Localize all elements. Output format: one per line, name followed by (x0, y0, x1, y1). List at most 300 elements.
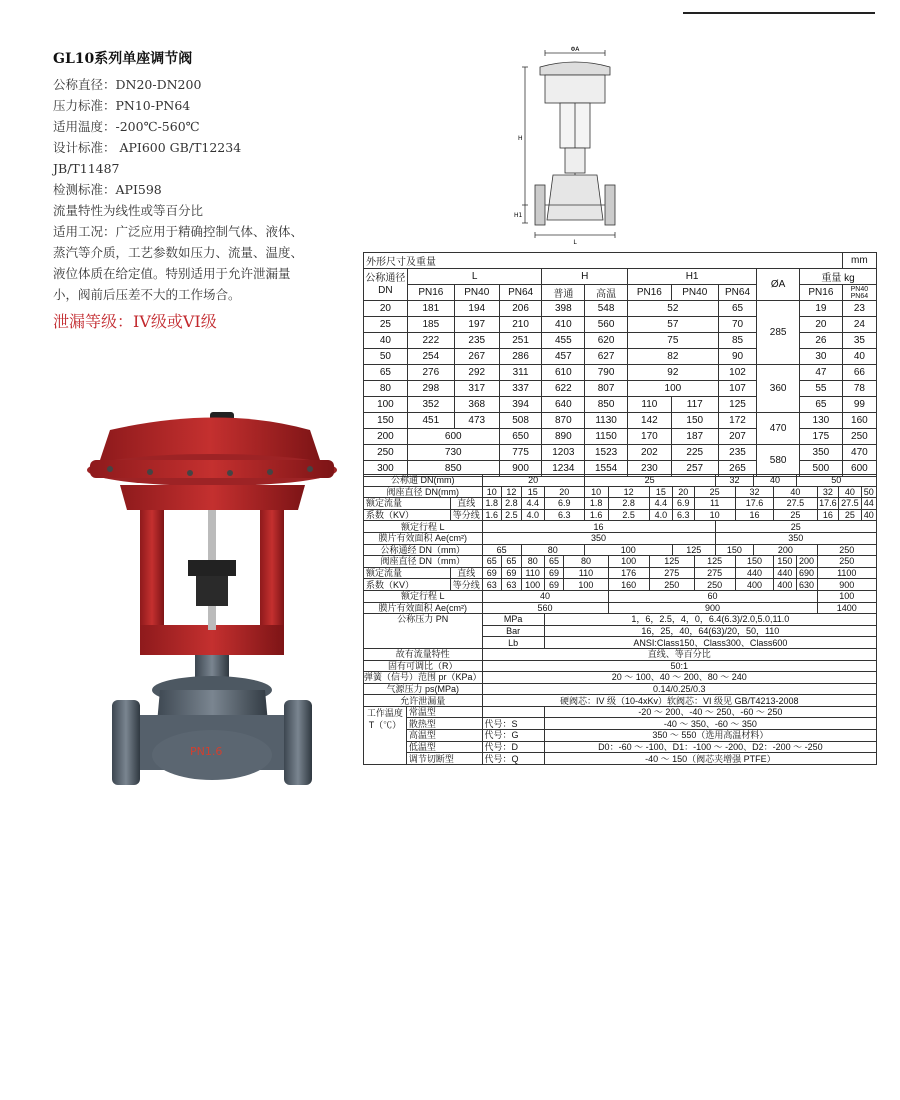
dims-row (364, 381, 877, 397)
flow-cell: 100 (521, 579, 544, 591)
dims-cell: 23 (842, 301, 876, 317)
flow-cell: 400 (735, 579, 774, 591)
flow-cell: 900 (817, 579, 876, 591)
flow-dn-cell: 20 (482, 475, 584, 487)
flow-cell: 40 (861, 509, 876, 521)
dims-cell: 66 (842, 365, 876, 381)
flow-cell: 63 (482, 579, 502, 591)
dims-cell: 75 (627, 333, 718, 349)
flow-cell: 17.6 (735, 498, 774, 510)
flow-area-cell: 350 (715, 532, 876, 544)
dims-cell: 807 (585, 381, 628, 397)
flow-cell: 250 (817, 556, 876, 568)
flow-char-value: 直线、等百分比 (482, 648, 876, 660)
flow-linear-label: 直线 (450, 567, 482, 579)
dims-cell: 850 (407, 461, 499, 477)
dims-cell-a: 360 (757, 365, 800, 413)
flow-temp-code (482, 706, 544, 718)
spec-design: 设计标准： API600 GB/T12234 (53, 140, 242, 155)
flow-temp-type: 低温型 (406, 741, 482, 753)
flow-dn2-cell: 100 (584, 544, 672, 556)
flow-cell: 125 (694, 556, 735, 568)
flow-temp-code: 代号：Q (482, 753, 544, 765)
flow-pn-value: 1，6，2.5，4，0，6.4(6.3)/2.0,5.0,11.0 (544, 614, 876, 626)
dims-cell: 640 (542, 397, 585, 413)
flow-cell: 6.9 (544, 498, 584, 510)
dims-row (364, 445, 877, 461)
dims-cell: 52 (627, 301, 718, 317)
flow-kv2-label: 额定流量 (364, 567, 451, 579)
flow-cell: 150 (735, 556, 774, 568)
dims-cell: 627 (585, 349, 628, 365)
flow-dn2-cell: 65 (482, 544, 521, 556)
dims-cell: 202 (627, 445, 671, 461)
dims-subheader: PN64 (850, 292, 869, 300)
flow-dn2-cell: 125 (672, 544, 715, 556)
dims-cell: 200 (364, 429, 408, 445)
dims-row (364, 301, 877, 317)
dims-cell-a: 580 (757, 445, 800, 477)
dims-cell: 775 (499, 445, 542, 461)
flow-cell: 11 (694, 498, 735, 510)
flow-temp-value: -40 ～ 150（阀芯夹增强 PTFE） (544, 753, 876, 765)
dims-cell: 451 (407, 413, 454, 429)
dims-cell: 311 (499, 365, 542, 381)
dims-cell: 1523 (585, 445, 628, 461)
flow-cell: 80 (564, 556, 608, 568)
dims-cell: 870 (542, 413, 585, 429)
flow-range-label: 固有可调比（R） (364, 660, 483, 672)
flow-temp-type: 常温型 (406, 706, 482, 718)
dims-cell: 292 (454, 365, 499, 381)
flow-cell: 630 (796, 579, 817, 591)
dims-cell: 99 (842, 397, 876, 413)
dims-cell: 170 (627, 429, 671, 445)
flow-cell: 1.8 (584, 498, 608, 510)
flow-cell: 440 (774, 567, 796, 579)
dims-cell: 222 (407, 333, 454, 349)
flow-cell: 4.0 (521, 509, 544, 521)
dims-subheader: PN16 (407, 285, 454, 301)
flow-cell: 69 (544, 567, 564, 579)
flow-cell: 32 (735, 486, 774, 498)
spec-design-2: JB/T11487 (53, 161, 120, 176)
dims-cell: 251 (499, 333, 542, 349)
flow-cell: 65 (482, 556, 502, 568)
spec-temperature: 适用温度：-200℃-560℃ (53, 119, 200, 134)
flow-kv-label: 额定流量 (364, 498, 451, 510)
flow-cell: 80 (521, 556, 544, 568)
dims-cell: 1554 (585, 461, 628, 477)
dims-cell: 850 (585, 397, 628, 413)
dims-cell: 900 (499, 461, 542, 477)
dims-cell: 1203 (542, 445, 585, 461)
dims-subheader: PN16 (627, 285, 671, 301)
spec-application: 适用工况：广泛应用于精确控制气体、液体、蒸汽等介质，工艺参数如压力、流量、温度、液位体质在给定值。特别适用于允许泄漏量小，阀前后压差不大的工作场合。 (53, 224, 304, 302)
dims-row (364, 333, 877, 349)
dims-subheader: 普通 (542, 285, 585, 301)
spec-diameter: 公称直径：DN20-DN200 (53, 77, 202, 92)
dims-cell: 70 (718, 317, 756, 333)
dims-row (364, 397, 877, 413)
flow-cell: 2.5 (608, 509, 649, 521)
flow-cell: 20 (672, 486, 694, 498)
flow-cell: 2.8 (608, 498, 649, 510)
flow-cell: 10 (482, 486, 502, 498)
flow-cell: 40 (839, 486, 861, 498)
top-rule (683, 12, 875, 14)
dims-cell: 235 (718, 445, 756, 461)
flow-travel2-cell: 60 (608, 590, 817, 602)
drawing-label-h1: H1 (514, 212, 523, 219)
dims-header-l: L (407, 269, 542, 285)
dims-cell: 24 (842, 317, 876, 333)
dims-cell: 470 (842, 445, 876, 461)
flow-pn-value: ANSI:Class150、Class300、Class600 (544, 637, 876, 649)
dims-cell: 250 (364, 445, 408, 461)
dimensions-table (363, 252, 877, 477)
dims-cell: 160 (842, 413, 876, 429)
dims-cell: 142 (627, 413, 671, 429)
flow-cell: 12 (608, 486, 649, 498)
flow-cell: 27.5 (839, 498, 861, 510)
dims-cell: 90 (718, 349, 756, 365)
flow-temp-code: 代号：D (482, 741, 544, 753)
flow-area2-label: 膜片有效面积 Ae(cm²) (364, 602, 483, 614)
flow-cell: 110 (521, 567, 544, 579)
dims-cell: 40 (364, 333, 408, 349)
flow-cell: 15 (521, 486, 544, 498)
flow-dn2-label: 公称通经 DN（mm） (364, 544, 483, 556)
flow-temp-value: 350 ～ 550（选用高温材料） (544, 730, 876, 742)
flow-pn-label: 公称压力 PN (364, 614, 483, 649)
flow-cell: 275 (649, 567, 694, 579)
flow-cell: 125 (649, 556, 694, 568)
dims-cell: 102 (718, 365, 756, 381)
dims-cell: 26 (800, 333, 843, 349)
flow-seat2-label: 阀座直径 DN（mm） (364, 556, 483, 568)
flow-temp-type: 调节切断型 (406, 753, 482, 765)
spec-characteristic: 流量特性为线性或等百分比 (53, 203, 204, 218)
flow-cell: 25 (694, 486, 735, 498)
flow-cell: 20 (544, 486, 584, 498)
flow-cell: 275 (694, 567, 735, 579)
flow-kv-label-2: 系数（KV） (364, 509, 451, 521)
dims-cell: 107 (718, 381, 756, 397)
flow-temp-code: 代号：S (482, 718, 544, 730)
flow-dn2-cell: 250 (817, 544, 876, 556)
dims-subheader: PN16 (800, 285, 843, 301)
dims-cell: 457 (542, 349, 585, 365)
flow-range-value: 50:1 (482, 660, 876, 672)
dims-cell: 890 (542, 429, 585, 445)
dims-cell: 78 (842, 381, 876, 397)
dims-cell: 125 (718, 397, 756, 413)
dims-cell: 600 (407, 429, 499, 445)
dims-cell: 352 (407, 397, 454, 413)
flow-temp-label: 工作温度 (366, 707, 403, 718)
flow-temp-type: 高温型 (406, 730, 482, 742)
flow-dn-cell: 25 (584, 475, 715, 487)
dims-cell: 19 (800, 301, 843, 317)
dims-header-h: H (542, 269, 628, 285)
dims-cell: 100 (627, 381, 718, 397)
flow-cell: 16 (735, 509, 774, 521)
flow-travel2-cell: 40 (482, 590, 608, 602)
dims-header-a: ØA (757, 269, 800, 301)
product-title: GL10系列单座调节阀 (53, 51, 193, 67)
dims-header-dn-code: DN (378, 284, 393, 296)
flow-dn2-cell: 80 (521, 544, 584, 556)
flow-cell: 110 (564, 567, 608, 579)
dims-cell: 65 (800, 397, 843, 413)
flow-char-label: 故有流量特性 (364, 648, 483, 660)
spec-pressure: 压力标准：PN10-PN64 (53, 98, 191, 113)
dims-cell: 250 (842, 429, 876, 445)
dims-cell: 254 (407, 349, 454, 365)
dims-cell: 207 (718, 429, 756, 445)
dims-cell: 1130 (585, 413, 628, 429)
flow-area2-cell: 560 (482, 602, 608, 614)
flow-travel2-cell: 100 (817, 590, 876, 602)
flow-cell: 176 (608, 567, 649, 579)
dims-cell: 265 (718, 461, 756, 477)
flow-cell: 1100 (817, 567, 876, 579)
flow-pn-unit: Lb (482, 637, 544, 649)
flow-travel-cell: 25 (715, 521, 876, 533)
flow-cell: 690 (796, 567, 817, 579)
dims-cell: 620 (585, 333, 628, 349)
dims-row (364, 365, 877, 381)
flow-cell: 4.0 (649, 509, 672, 521)
flow-cell: 15 (649, 486, 672, 498)
dims-cell: 267 (454, 349, 499, 365)
flow-kv2-label-2: 系数（KV） (364, 579, 451, 591)
dims-cell: 185 (407, 317, 454, 333)
flow-temp-value: -40 ～ 350、-60 ～ 350 (544, 718, 876, 730)
flow-leak-value: 硬阀芯：IV 级（10-4xKv）软阀芯：VI 级见 GB/T4213-2008 (482, 695, 876, 707)
flow-cell: 440 (735, 567, 774, 579)
flow-cell: 32 (817, 486, 839, 498)
flow-travel-label: 额定行程 L (364, 521, 483, 533)
dims-cell: 85 (718, 333, 756, 349)
flow-cell: 250 (649, 579, 694, 591)
flow-temp-type: 散热型 (406, 718, 482, 730)
flow-temp-value: -20 ～ 200、-40 ～ 250、-60 ～ 250 (544, 706, 876, 718)
flow-pn-value: 16，25，40，64(63)/20，50，110 (544, 625, 876, 637)
dims-cell: 57 (627, 317, 718, 333)
flow-cell: 150 (774, 556, 796, 568)
dims-cell: 110 (627, 397, 671, 413)
dims-cell: 82 (627, 349, 718, 365)
dims-cell: 610 (542, 365, 585, 381)
dims-cell: 197 (454, 317, 499, 333)
flow-dn2-cell: 200 (754, 544, 817, 556)
flow-dn2-cell: 150 (715, 544, 754, 556)
flow-travel2-label: 额定行程 L (364, 590, 483, 602)
dims-cell: 650 (499, 429, 542, 445)
dims-subheader: PN64 (499, 285, 542, 301)
flow-cell: 6.3 (544, 509, 584, 521)
dims-subheader: PN40 (671, 285, 718, 301)
flow-cell: 100 (608, 556, 649, 568)
dims-cell: 257 (671, 461, 718, 477)
flow-dn-label: 公称通 DN(mm) (364, 475, 483, 487)
flow-temp-code: 代号：G (482, 730, 544, 742)
flow-cell: 250 (694, 579, 735, 591)
dims-cell: 500 (800, 461, 843, 477)
flow-cell: 4.4 (649, 498, 672, 510)
flow-cell: 63 (502, 579, 522, 591)
dims-cell: 181 (407, 301, 454, 317)
flow-leak-label: 允许泄漏量 (364, 695, 483, 707)
flow-cell: 25 (839, 509, 861, 521)
dims-cell: 548 (585, 301, 628, 317)
flow-cell: 69 (482, 567, 502, 579)
flow-linear-label: 直线 (450, 498, 482, 510)
dims-cell: 276 (407, 365, 454, 381)
dims-cell: 230 (627, 461, 671, 477)
flow-cell: 10 (584, 486, 608, 498)
flow-dn-cell: 32 (715, 475, 754, 487)
dims-cell: 600 (842, 461, 876, 477)
dims-cell: 790 (585, 365, 628, 381)
product-info (53, 48, 353, 332)
flow-cell: 69 (502, 567, 522, 579)
dims-cell: 150 (671, 413, 718, 429)
leakage-class: 泄漏等级：IV级或VI级 (53, 312, 217, 331)
dims-cell: 55 (800, 381, 843, 397)
flow-temp-label-2: T（℃） (368, 719, 402, 730)
flow-cell: 1.6 (482, 509, 502, 521)
dims-cell: 350 (800, 445, 843, 461)
dims-cell: 150 (364, 413, 408, 429)
flow-cell: 69 (544, 579, 564, 591)
drawing-label-l: L (573, 239, 577, 245)
flow-area2-cell: 900 (608, 602, 817, 614)
dims-cell: 210 (499, 317, 542, 333)
dims-cell: 730 (407, 445, 499, 461)
drawing-label-h: H (518, 135, 523, 142)
dims-cell: 286 (499, 349, 542, 365)
dims-cell: 194 (454, 301, 499, 317)
dims-header-weight: 重量 kg (800, 269, 877, 285)
dims-cell: 47 (800, 365, 843, 381)
flow-cell: 27.5 (774, 498, 817, 510)
flow-cell: 160 (608, 579, 649, 591)
dims-cell: 410 (542, 317, 585, 333)
dims-cell: 398 (542, 301, 585, 317)
flow-pn-unit: Bar (482, 625, 544, 637)
dims-cell: 35 (842, 333, 876, 349)
flow-equal-label: 等分线 (450, 579, 482, 591)
dims-header-h1: H1 (627, 269, 756, 285)
dims-cell: 317 (454, 381, 499, 397)
flow-area-label: 膜片有效面积 Ae(cm²) (364, 532, 483, 544)
dims-header-dn: 公称通径 (365, 272, 406, 284)
dims-unit: mm (842, 253, 876, 269)
dims-cell: 65 (718, 301, 756, 317)
dims-row (364, 317, 877, 333)
flow-pn-unit: MPa (482, 614, 544, 626)
dims-cell: 368 (454, 397, 499, 413)
flow-cell: 40 (774, 486, 817, 498)
flow-cell: 65 (544, 556, 564, 568)
dims-cell: 235 (454, 333, 499, 349)
dims-subheader: PN64 (718, 285, 756, 301)
flow-spring-label: 弹簧（信号）范围 pr（KPa） (364, 672, 482, 683)
dims-subheader: PN40 (454, 285, 499, 301)
dims-cell: 92 (627, 365, 718, 381)
valve-body-mark: PN1.6 (190, 745, 223, 758)
flow-cell: 6.3 (672, 509, 694, 521)
dims-cell: 20 (800, 317, 843, 333)
dims-cell: 508 (499, 413, 542, 429)
dims-cell: 473 (454, 413, 499, 429)
dims-cell-a: 285 (757, 301, 800, 365)
flow-spring-value: 20 ～ 100、40 ～ 200、80 ～ 240 (482, 672, 876, 684)
flow-cell: 17.6 (817, 498, 839, 510)
flow-air-label: 气源压力 ps(MPa) (364, 683, 483, 695)
dims-subheader: 高温 (585, 285, 628, 301)
flow-dn-cell: 40 (754, 475, 796, 487)
drawing-label-a: ΦA (570, 46, 580, 53)
specification-table (363, 474, 877, 765)
flow-cell: 25 (774, 509, 817, 521)
dims-row (364, 413, 877, 429)
dims-cell: 622 (542, 381, 585, 397)
flow-cell: 16 (817, 509, 839, 521)
flow-cell: 4.4 (521, 498, 544, 510)
valve-photo (70, 400, 360, 810)
flow-cell: 6.9 (672, 498, 694, 510)
dims-row (364, 429, 877, 445)
flow-cell: 100 (564, 579, 608, 591)
dims-cell-a: 470 (757, 413, 800, 445)
flow-cell: 12 (502, 486, 522, 498)
dims-cell: 80 (364, 381, 408, 397)
spec-test: 检测标准：API598 (53, 182, 162, 197)
flow-area-cell: 350 (482, 532, 715, 544)
dims-cell: 172 (718, 413, 756, 429)
flow-cell: 44 (861, 498, 876, 510)
dims-cell: 100 (364, 397, 408, 413)
dims-cell: 65 (364, 365, 408, 381)
flow-cell: 2.8 (502, 498, 522, 510)
flow-cell: 65 (502, 556, 522, 568)
dims-cell: 30 (800, 349, 843, 365)
dims-cell: 1234 (542, 461, 585, 477)
flow-area2-cell: 1400 (817, 602, 876, 614)
flow-cell: 1.6 (584, 509, 608, 521)
flow-cell: 2.5 (502, 509, 522, 521)
dims-cell: 206 (499, 301, 542, 317)
flow-cell: 400 (774, 579, 796, 591)
dims-cell: 337 (499, 381, 542, 397)
dimension-drawing (505, 45, 625, 245)
dims-cell: 20 (364, 301, 408, 317)
dims-cell: 455 (542, 333, 585, 349)
flow-temp-value: D0：-60 ～ -100、D1：-100 ～ -200、D2：-200 ～ -250 (544, 741, 876, 753)
dims-row (364, 349, 877, 365)
flow-equal-label: 等分线 (450, 509, 482, 521)
dims-cell: 130 (800, 413, 843, 429)
dims-cell: 187 (671, 429, 718, 445)
dims-cell: 117 (671, 397, 718, 413)
dims-subheader: PN40 (850, 285, 869, 293)
flow-seat-label: 阀座直径 DN(mm) (364, 486, 483, 498)
flow-air-value: 0.14/0.25/0.3 (482, 683, 876, 695)
